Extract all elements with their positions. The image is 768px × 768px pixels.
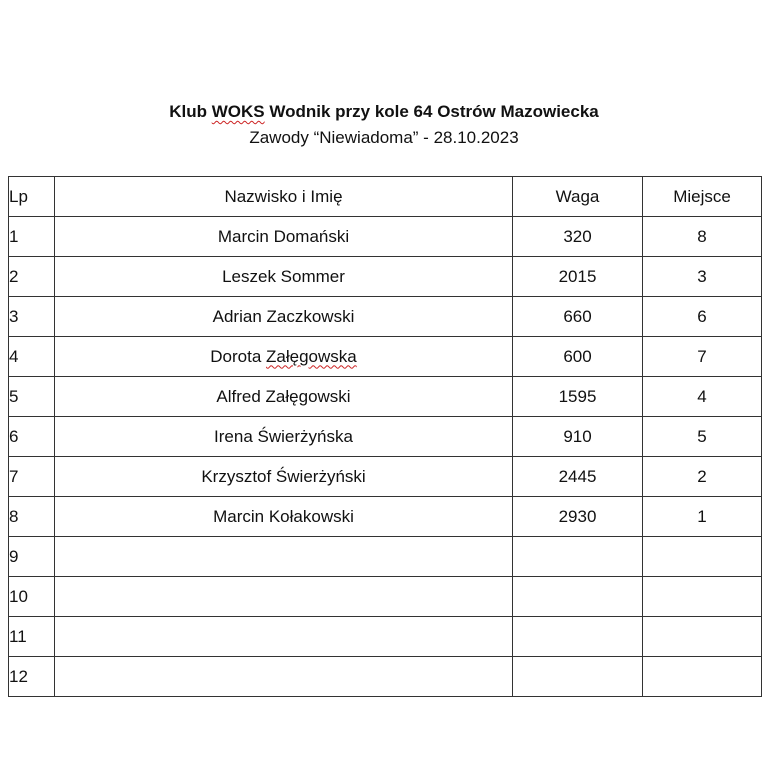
row-lp: 2 [9, 257, 55, 297]
row-waga: 660 [513, 297, 643, 337]
row-miejsce [643, 617, 762, 657]
row-miejsce: 1 [643, 497, 762, 537]
table-header-row [9, 177, 762, 217]
row-waga [513, 537, 643, 577]
row-miejsce [643, 537, 762, 577]
table-row [9, 617, 762, 657]
row-waga: 1595 [513, 377, 643, 417]
row-lp: 6 [9, 417, 55, 457]
table-row [9, 577, 762, 617]
row-name-surname: Załęgowska [266, 346, 357, 366]
document-title [0, 101, 768, 123]
table-row [9, 417, 762, 457]
table-row [9, 217, 762, 257]
table-row [9, 497, 762, 537]
row-waga: 2930 [513, 497, 643, 537]
row-lp: 11 [9, 617, 55, 657]
row-lp: 4 [9, 337, 55, 377]
row-lp: 7 [9, 457, 55, 497]
header-name: Nazwisko i Imię [55, 177, 513, 217]
row-lp: 10 [9, 577, 55, 617]
row-miejsce: 4 [643, 377, 762, 417]
row-lp: 9 [9, 537, 55, 577]
row-name [55, 657, 513, 697]
row-lp: 5 [9, 377, 55, 417]
row-name-first: Dorota [210, 346, 267, 366]
table-row [9, 257, 762, 297]
row-name: Adrian Zaczkowski [55, 297, 513, 337]
row-lp: 8 [9, 497, 55, 537]
results-table [8, 176, 762, 697]
row-name: Irena Świerżyńska [55, 417, 513, 457]
row-waga: 910 [513, 417, 643, 457]
row-lp: 12 [9, 657, 55, 697]
table-row [9, 537, 762, 577]
row-miejsce: 8 [643, 217, 762, 257]
row-name: Krzysztof Świerżyński [55, 457, 513, 497]
row-miejsce [643, 577, 762, 617]
row-name: Alfred Załęgowski [55, 377, 513, 417]
title-club-abbrev: WOKS [211, 102, 265, 121]
row-name [55, 337, 513, 377]
table-row [9, 457, 762, 497]
header-lp: Lp [9, 177, 55, 217]
row-waga [513, 617, 643, 657]
title-suffix: Wodnik przy kole 64 Ostrów Mazowiecka [264, 102, 599, 121]
row-waga [513, 577, 643, 617]
row-miejsce: 2 [643, 457, 762, 497]
table-row [9, 657, 762, 697]
row-name: Marcin Domański [55, 217, 513, 257]
table-row [9, 297, 762, 337]
row-waga [513, 657, 643, 697]
table-row [9, 337, 762, 377]
row-waga: 2445 [513, 457, 643, 497]
row-lp: 3 [9, 297, 55, 337]
row-miejsce: 7 [643, 337, 762, 377]
row-lp: 1 [9, 217, 55, 257]
title-prefix: Klub [169, 102, 212, 121]
row-waga: 320 [513, 217, 643, 257]
row-name: Leszek Sommer [55, 257, 513, 297]
document-subtitle: Zawody “Niewiadoma” - 28.10.2023 [249, 128, 519, 147]
row-name [55, 577, 513, 617]
row-name: Marcin Kołakowski [55, 497, 513, 537]
header-waga: Waga [513, 177, 643, 217]
row-waga: 2015 [513, 257, 643, 297]
row-miejsce [643, 657, 762, 697]
row-miejsce: 6 [643, 297, 762, 337]
row-miejsce: 3 [643, 257, 762, 297]
table-row [9, 377, 762, 417]
row-waga: 600 [513, 337, 643, 377]
header-miejsce: Miejsce [643, 177, 762, 217]
row-name [55, 617, 513, 657]
row-name [55, 537, 513, 577]
row-miejsce: 5 [643, 417, 762, 457]
